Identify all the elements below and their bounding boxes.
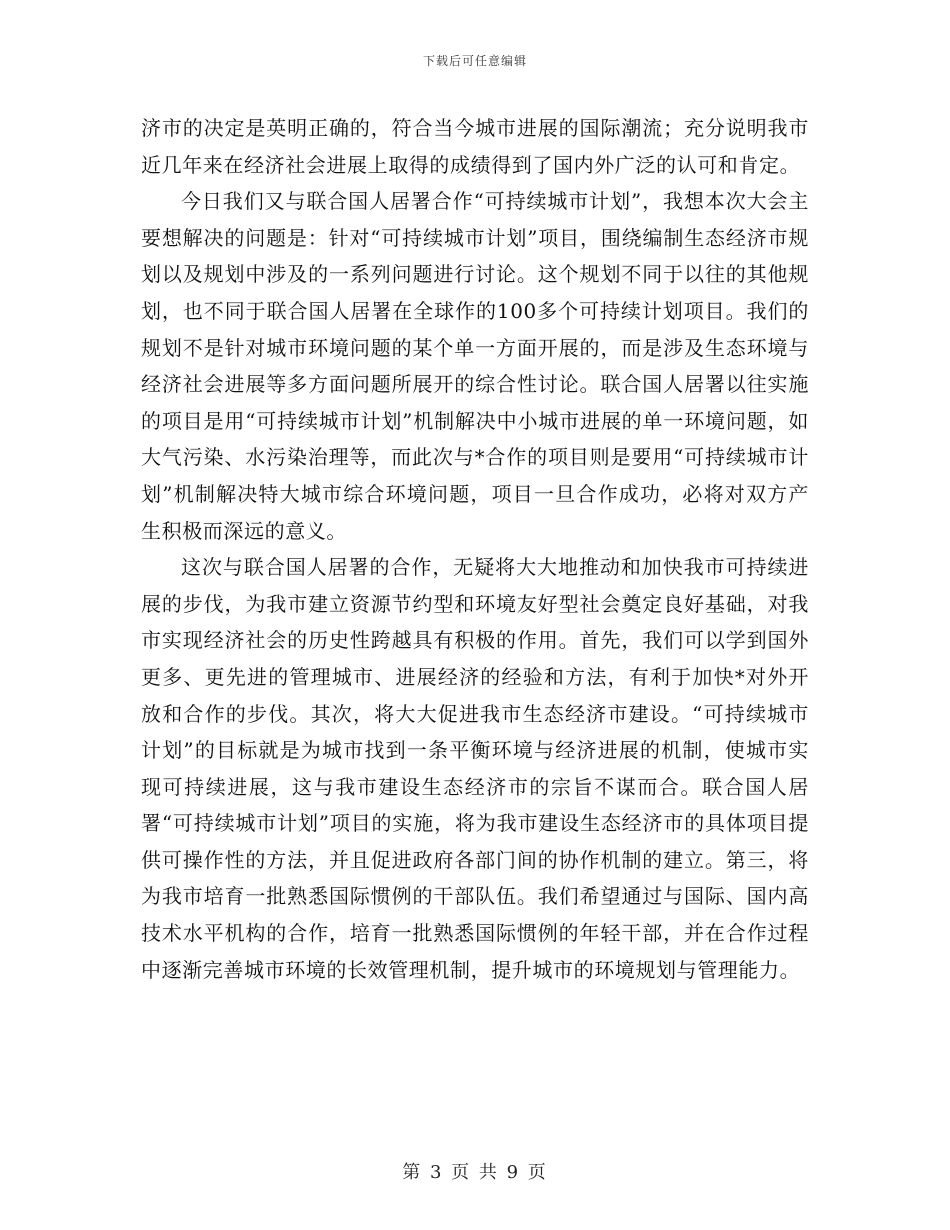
paragraph-un-habitat-cooperation: 今日我们又与联合国人居署合作“可持续城市计划”，我想本次大会主要想解决的问题是：针对“可持续城市计划”项目，围绕编制生态经济市规划以及规划中涉及的一系列问题进行讨论。这个规划不同于以往的其他规划，也不同于联合国人居署在全球作的100多个可持续计划项目。我们的规划不是针对城市环境问题的某个单一方面开展的，而是涉及生态环境与经济社会进展等多方面问题所展开的综合性讨论。联合国人居署以往实施的项目是用“可持续城市计划”机制解决中小城市进展的单一环境问题，如大气污染、水污染治理等，而此次与*合作的项目则是要用“可持续城市计划”机制解决特大城市综合环境问题，项目一旦合作成功，必将对双方产生积极而深远的意义。: [141, 189, 809, 543]
paragraph-continuation: 济市的决定是英明正确的，符合当今城市进展的国际潮流；充分说明我市近几年来在经济社会进展上取得的成绩得到了国内外广泛的认可和肯定。: [141, 116, 809, 177]
paragraph-cooperation-benefits: 这次与联合国人居署的合作，无疑将大大地推动和加快我市可持续进展的步伐，为我市建立资源节约型和环境友好型社会奠定良好基础，对我市实现经济社会的历史性跨越具有积极的作用。首先，我们可以学到国外更多、更先进的管理城市、进展经济的经验和方法，有利于加快*对外开放和合作的步伐。其次，将大大促进我市生态经济市建设。“可持续城市计划”的目标就是为城市找到一条平衡环境与经济进展的机制，使城市实现可持续进展，这与我市建设生态经济市的宗旨不谋而合。联合国人居署“可持续城市计划”项目的实施，将为我市建设生态经济市的具体项目提供可操作性的方法，并且促进政府各部门间的协作机制的建立。第三，将为我市培育一批熟悉国际惯例的干部队伍。我们希望通过与国际、国内高技术水平机构的合作，培育一批熟悉国际惯例的年轻干部，并在合作过程中逐渐完善城市环境的长效管理机制，提升城市的环境规划与管理能力。: [141, 555, 809, 982]
page-number: 第 3 页 共 9 页: [402, 1162, 548, 1183]
page-header: 下载后可任意编辑: [422, 54, 527, 68]
document-body: [141, 110, 809, 988]
